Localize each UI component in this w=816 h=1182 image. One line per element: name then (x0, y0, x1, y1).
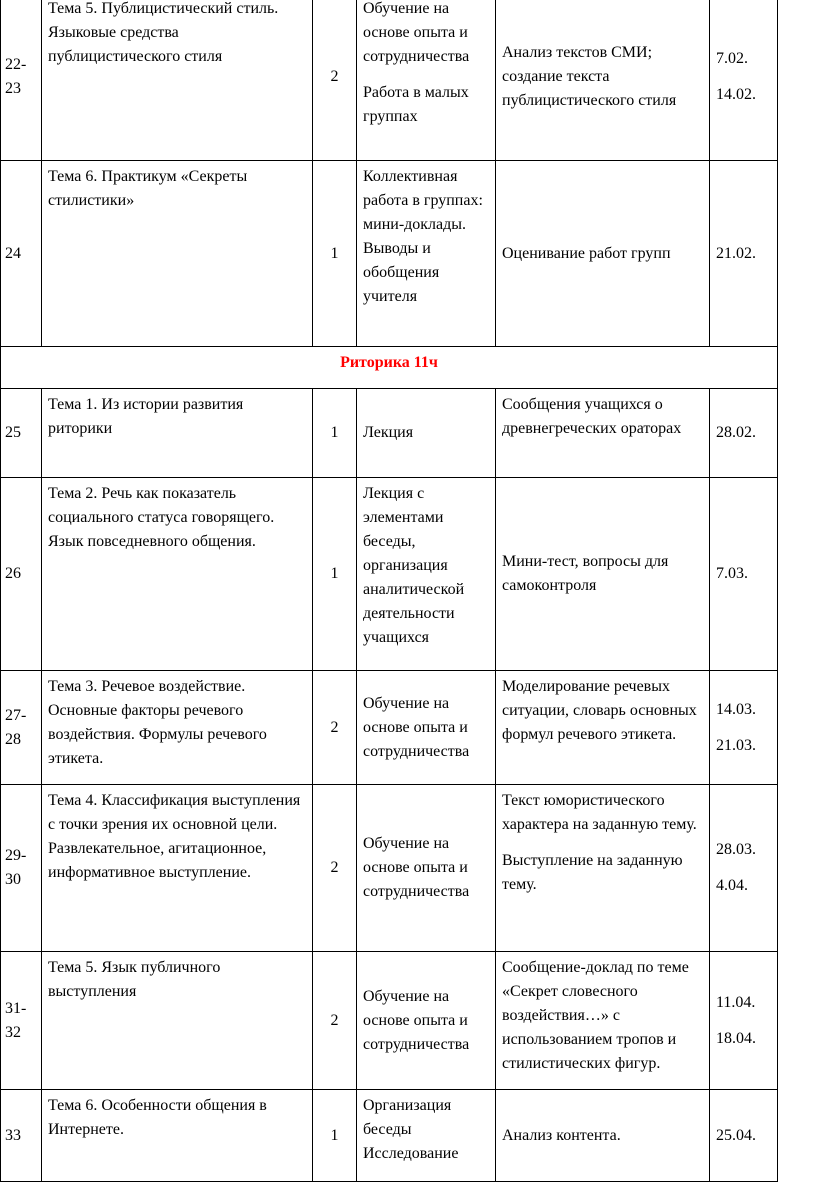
lesson-number: 24 (1, 161, 42, 347)
lesson-dates (710, 478, 778, 671)
lesson-methods (357, 389, 496, 478)
lesson-hours: 2 (313, 785, 357, 952)
control-text: Оценивание работ групп (502, 244, 671, 262)
table-row (1, 1090, 778, 1182)
lesson-control (496, 1090, 710, 1182)
lesson-dates (710, 0, 778, 161)
lesson-number: 25 (1, 389, 42, 478)
control-text: Выступление на заданную тему. (502, 852, 683, 893)
lesson-plan-body (1, 0, 778, 1182)
control-text: Мини-тест, вопросы для самоконтроля (502, 553, 669, 594)
lesson-number: 27-28 (1, 671, 42, 785)
lesson-control (496, 161, 710, 347)
lesson-methods (357, 671, 496, 785)
lesson-number: 29-30 (1, 785, 42, 952)
control-text: Анализ текстов СМИ; создание текста публицистического стиля (502, 43, 677, 109)
lesson-topic: Тема 4. Классификация выступления с точки зрения их основной цели. Развлекательное, агитационное, информативное выступление. (42, 785, 313, 952)
table-row (1, 671, 778, 785)
method-text: Обучение на основе опыта и сотрудничества (363, 694, 470, 760)
method-text: Обучение на основе опыта и сотрудничества (363, 0, 470, 65)
lesson-date: 28.02. (716, 424, 756, 441)
lesson-date: 14.02. (716, 85, 756, 103)
lesson-hours: 1 (313, 478, 357, 671)
lesson-date: 28.03. (716, 841, 756, 858)
method-text: Обучение на основе опыта и сотрудничества (363, 987, 470, 1053)
lesson-date: 7.02. (716, 49, 748, 67)
lesson-date: 7.03. (716, 565, 748, 582)
lesson-topic: Тема 6. Практикум «Секреты стилистики» (42, 161, 313, 347)
lesson-hours: 1 (313, 1090, 357, 1182)
control-text: Сообщения учащихся о древнегреческих ораторах (502, 396, 682, 437)
table-row (1, 161, 778, 347)
lesson-dates (710, 952, 778, 1090)
lesson-date: 18.04. (716, 1029, 756, 1047)
lesson-dates (710, 1090, 778, 1182)
lesson-control (496, 478, 710, 671)
lesson-dates (710, 785, 778, 952)
lesson-methods (357, 952, 496, 1090)
lesson-methods (357, 1090, 496, 1182)
table-row (1, 785, 778, 952)
section-row (1, 347, 778, 389)
lesson-control (496, 0, 710, 161)
lesson-methods (357, 785, 496, 952)
lesson-methods (357, 161, 496, 347)
control-text: Моделирование речевых ситуации, словарь основных формул речевого этикета. (502, 678, 697, 743)
lesson-topic: Тема 6. Особенности общения в Интернете. (42, 1090, 313, 1182)
lesson-date: 4.04. (716, 877, 748, 894)
table-row (1, 389, 778, 478)
lesson-hours: 2 (313, 0, 357, 161)
method-text: Организация беседы Исследование (363, 1097, 459, 1162)
method-text: Лекция (363, 424, 414, 441)
lesson-topic: Тема 2. Речь как показатель социального статуса говорящего. Язык повседневного общения. (42, 478, 313, 671)
method-text: Коллективная работа в группах: мини-доклады. Выводы и обобщения учителя (363, 168, 483, 305)
lesson-hours: 1 (313, 161, 357, 347)
section-title: Риторика 11ч (1, 347, 778, 389)
lesson-hours: 2 (313, 671, 357, 785)
lesson-date: 25.04. (716, 1126, 756, 1144)
lesson-topic: Тема 5. Публицистический стиль. Языковые средства публицистического стиля (42, 0, 313, 161)
lesson-control (496, 952, 710, 1090)
lesson-topic: Тема 1. Из истории развития риторики (42, 389, 313, 478)
lesson-date: 11.04. (716, 993, 756, 1011)
lesson-date: 21.02. (716, 244, 756, 262)
lesson-control (496, 671, 710, 785)
lesson-hours: 2 (313, 952, 357, 1090)
method-text: Работа в малых группах (363, 84, 469, 125)
lesson-number: 31-32 (1, 952, 42, 1090)
method-text: Лекция с элементами беседы, организация аналитической деятельности учащихся (363, 485, 465, 646)
lesson-topic: Тема 3. Речевое воздействие. Основные факторы речевого воздействия. Формулы речевого этикета. (42, 671, 313, 785)
lesson-control (496, 785, 710, 952)
table-row (1, 0, 778, 161)
lesson-dates (710, 161, 778, 347)
table-row (1, 478, 778, 671)
lesson-number: 26 (1, 478, 42, 671)
lesson-methods (357, 0, 496, 161)
control-text: Текст юмористического характера на заданную тему. (502, 792, 697, 833)
lesson-number: 33 (1, 1090, 42, 1182)
lesson-topic: Тема 5. Язык публичного выступления (42, 952, 313, 1090)
lesson-number: 22-23 (1, 0, 42, 161)
control-text: Анализ контента. (502, 1126, 621, 1144)
lesson-date: 14.03. (716, 700, 756, 718)
method-text: Обучение на основе опыта и сотрудничества (363, 835, 470, 900)
lesson-control (496, 389, 710, 478)
lesson-dates (710, 389, 778, 478)
table-row (1, 952, 778, 1090)
lesson-methods (357, 478, 496, 671)
lesson-dates (710, 671, 778, 785)
lesson-date: 21.03. (716, 736, 756, 754)
lesson-hours: 1 (313, 389, 357, 478)
control-text: Сообщение-доклад по теме «Секрет словесного воздействия…» с использованием тропов и стилистических фигур. (502, 959, 689, 1072)
